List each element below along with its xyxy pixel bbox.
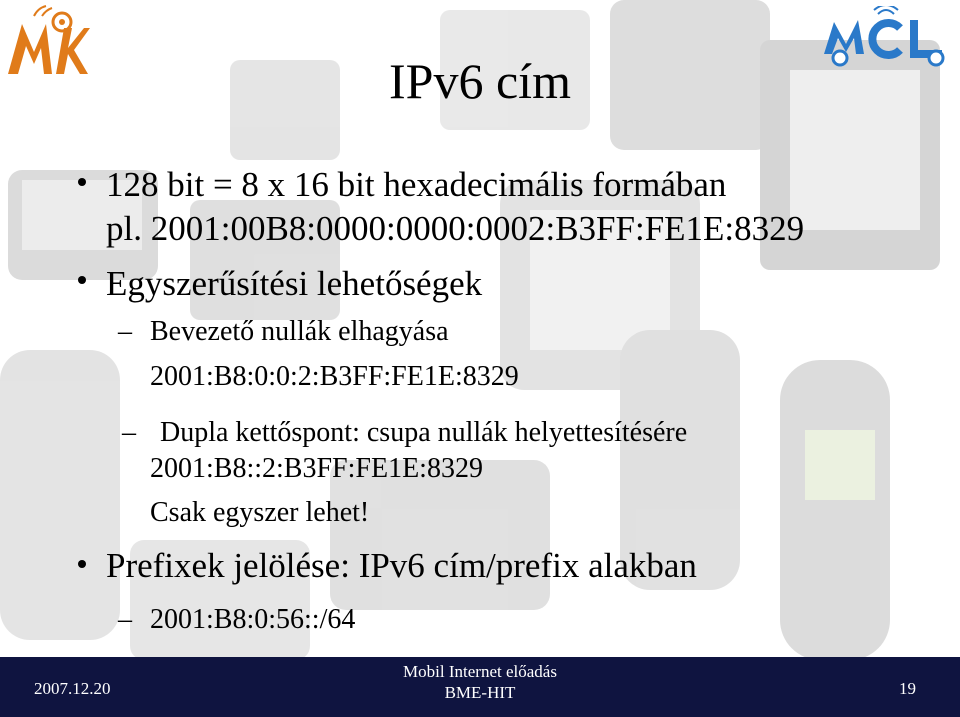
sub-bullet-text: Bevezető nullák elhagyása: [150, 316, 449, 347]
footer-center: [0, 661, 960, 704]
bullet-dot: [78, 276, 86, 284]
bullet-text: 128 bit = 8 x 16 bit hexadecimális formában: [106, 165, 727, 204]
footer-page-number: 19: [899, 679, 916, 698]
footer-course-title: Mobil Internet előadás: [403, 662, 557, 681]
sub-bullet-text: 2001:B8::2:B3FF:FE1E:8329: [150, 453, 483, 484]
sub-bullet-text: 2001:B8:0:0:2:B3FF:FE1E:8329: [150, 361, 519, 392]
sub-bullet-dash: –: [118, 604, 132, 635]
bullet-text: Egyszerűsítési lehetőségek: [106, 264, 483, 303]
bullet-dot: [78, 560, 86, 568]
sub-bullet-dash: –: [118, 316, 132, 347]
slide-footer: [0, 657, 960, 717]
footer-date: 2007.12.20: [34, 679, 111, 698]
bullet-dot: [78, 178, 86, 186]
sub-bullet-text: Dupla kettőspont: csupa nullák helyettesítésére: [160, 417, 688, 448]
sub-bullet-text: Csak egyszer lehet!: [150, 497, 370, 528]
sub-bullet-dash: –: [122, 417, 136, 448]
footer-department: BME-HIT: [444, 683, 516, 703]
bullet-text: pl. 2001:00B8:0000:0000:0002:B3FF:FE1E:8329: [106, 209, 805, 248]
slide-title: IPv6 cím: [389, 53, 571, 109]
bullet-text: Prefixek jelölése: IPv6 cím/prefix alakban: [106, 546, 697, 585]
sub-bullet-text: 2001:B8:0:56::/64: [150, 604, 356, 635]
